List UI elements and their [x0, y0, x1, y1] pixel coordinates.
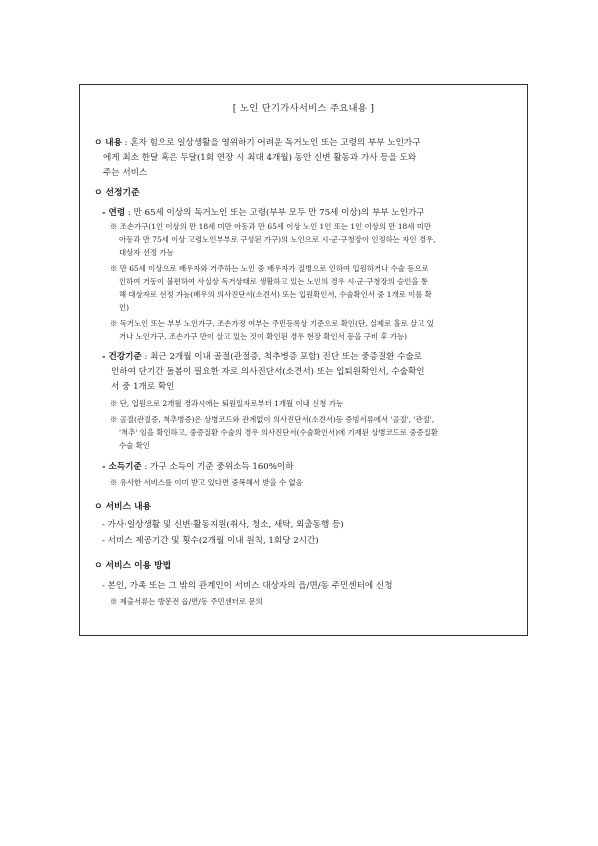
income-note-1: ※ 유사한 서비스를 이미 받고 있다면 중복해서 받을 수 없음 — [110, 478, 303, 487]
age-criteria — [102, 208, 425, 219]
income-criteria — [102, 462, 294, 473]
age-note-1c: 대상자 선정 가능 — [119, 248, 174, 257]
age-text: : 만 65세 이상의 독거노인 또는 고령(부부 모두 만 75세 이상)의 부부 노인가구 — [125, 208, 425, 218]
content-box — [79, 84, 528, 636]
service-usage-note-1: ※ 제출서류는 방문전 읍/면/동 주민센터로 문의 — [110, 597, 263, 606]
page-title: [ 노인 단기가사서비스 주요내용 ] — [232, 103, 375, 114]
age-note-3a: ※ 독거노인 또는 부부 노인가구, 조손가정 여부는 주민등록상 기준으로 확인(단, 실제로 홀로 살고 있 — [110, 319, 434, 328]
age-label: - 연령 — [102, 208, 126, 218]
service-content-line-1: - 가사·일상생활 및 신변·활동지원(취사, 청소, 세탁, 외출동행 등) — [102, 520, 344, 530]
health-label: - 건강기준 — [102, 352, 142, 362]
health-note-2b: '척추' 임을 확인하고, 중증질환 수술의 경우 의사진단서(수술확인서)에 기재된 상병코드로 중증질환 — [119, 428, 438, 437]
service-usage-line-1: - 본인, 가족 또는 그 밖의 관계인이 서비스 대상자의 읍/면/동 주민센터에 신청 — [102, 581, 393, 591]
age-note-2c: 해 대상자로 선정 가능(배우의 의사진단서(소견서) 또는 입원확인서, 수술확인서 중 1개로 이를 확 — [119, 290, 432, 299]
health-line-2: 인하여 단기간 돌봄이 필요한 자로 의사진단서(소견서) 또는 입퇴원확인서, 수술확인 — [111, 367, 425, 377]
health-line-3: 서 중 1개로 확인 — [111, 382, 175, 392]
health-note-2c: 수술 확인 — [119, 441, 150, 450]
health-criteria — [102, 352, 422, 363]
age-note-1b: 아동과 만 75세 이상 고령노인부부로 구성된 가구)의 노인으로 시·군·구청장이 인정하는 자인 경우, — [119, 235, 436, 244]
health-note-1: ※ 단, 입원으로 2개월 경과시에는 퇴원일자로부터 1개월 이내 신청 가능 — [110, 399, 344, 408]
content-line-2: 에게 최소 한달 혹은 두달(1회 연장 시 최대 4개월) 동안 신변 활동과 가사 등을 도와 — [103, 153, 417, 163]
service-content-line-2: - 서비스 제공기간 및 횟수(2개월 이내 원칙, 1회당 2시간) — [102, 536, 319, 546]
health-note-2a: ※ 골절(관절증, 척추병증)은 상병코드와 관계없이 의사진단서(소견서)등 증빙서류에서 '골절', '관절', — [110, 415, 435, 424]
selection-criteria-heading: ㅇ 선정기준 — [94, 188, 140, 198]
service-usage-heading: ㅇ 서비스 이용 방법 — [94, 561, 172, 571]
service-content-heading: ㅇ 서비스 내용 — [94, 502, 152, 512]
age-note-1a: ※ 조손가구(1인 이상의 만 18세 미만 아동과 만 65세 이상 노인 1인 또는 1인 이상의 만 18세 미만 — [110, 222, 431, 231]
age-note-3b: 거나 노인가구, 조손가구 만이 살고 있는 것이 확인된 경우 현장 확인서 등을 구비 후 가능) — [119, 332, 408, 341]
content-line-1 — [94, 138, 421, 149]
income-text: : 가구 소득이 기준 중위소득 160%이하 — [141, 462, 294, 472]
age-note-2a: ※ 만 65세 이상으로 배우자와 거주하는 노인 중 배우자가 질병으로 인하여 입원하거나 수술 등으로 — [110, 264, 429, 273]
content-line-3: 주는 서비스 — [103, 168, 148, 178]
health-text: : 최근 2개월 이내 골절(관절증, 척추병증 포함) 진단 또는 중증질환 수술로 — [141, 352, 423, 362]
age-note-2b: 인하여 거동이 불편하여 사실상 독거상태로 생활하고 있는 노인의 경우 시·군·구청장의 승인을 통 — [119, 277, 428, 286]
age-note-2d: 인) — [119, 303, 130, 312]
income-label: - 소득기준 — [102, 462, 142, 472]
content-text: : 혼자 힘으로 일상생활을 영위하기 어려운 독거노인 또는 고령의 부부 노인가구 — [121, 138, 421, 148]
content-heading: ㅇ 내용 — [94, 138, 122, 148]
